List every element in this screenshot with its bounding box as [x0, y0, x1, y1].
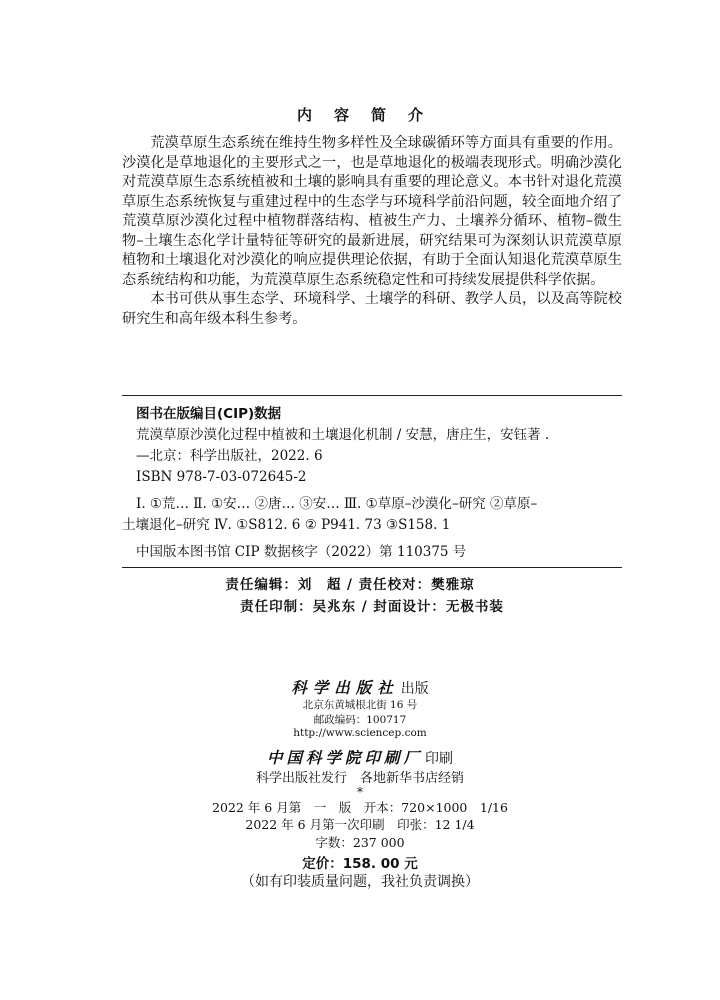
- cip-block: [122, 425, 622, 563]
- printer-suffix: 印刷: [425, 751, 453, 767]
- printing-line: 2022 年 6 月第一次印刷 印张：12 1/4: [245, 817, 475, 832]
- separator-star: *: [357, 785, 363, 799]
- publisher-line: [0, 676, 720, 698]
- cip-classification-line-2: 土壤退化–研究 Ⅳ. ①S812. 6 ② P941. 73 ③S158. 1: [122, 517, 451, 533]
- intro-paragraph-2: 本书可供从事生态学、环境科学、土壤学的科研、教学人员，以及高等院校研究生和高年级本科生参考。: [122, 291, 622, 327]
- cip-bottom-rule: [122, 567, 622, 568]
- publisher-postcode: 邮政编码：100717: [313, 714, 407, 726]
- cip-title-line: 荒漠草原沙漠化过程中植被和土壤退化机制 / 安慧，唐庄生，安钰著 .: [136, 427, 550, 443]
- content-intro: [122, 134, 622, 329]
- cip-heading: 图书在版编目(CIP)数据: [136, 406, 282, 422]
- cip-number: 中国版本图书馆 CIP 数据核字（2022）第 110375 号: [136, 544, 467, 560]
- printer-line: [0, 746, 720, 768]
- cip-top-rule: [122, 395, 622, 396]
- edition-line: 2022 年 6 月第 一 版 开本：720×1000 1/16: [212, 800, 508, 815]
- quality-notice: （如有印装质量问题，我社负责调换）: [241, 874, 479, 890]
- staff-production: 责任印制：吴兆东 / 封面设计：无极书装: [240, 599, 504, 615]
- cip-publisher-line: —北京：科学出版社，2022. 6: [136, 448, 323, 464]
- cip-isbn: ISBN 978-7-03-072645-2: [136, 469, 307, 485]
- printer-logo: 中国科学院印刷厂: [266, 748, 423, 767]
- publisher-url: http://www.sciencep.com: [293, 727, 427, 739]
- cip-classification-line-1: Ⅰ. ①荒… Ⅱ. ①安… ②唐… ③安… Ⅲ. ①草原–沙漠化–研究 ②草原–: [136, 496, 538, 512]
- staff-editors: 责任编辑：刘 超 / 责任校对：樊雅琼: [225, 577, 475, 593]
- publisher-suffix: 出版: [400, 681, 429, 697]
- publisher-logo: 科学出版社: [291, 678, 399, 697]
- word-count: 字数：237 000: [315, 835, 405, 850]
- intro-paragraph-1: 荒漠草原生态系统在维持生物多样性及全球碳循环等方面具有重要的作用。沙漠化是草地退化的主要形式之一，也是草地退化的极端表现形式。明确沙漠化对荒漠草原生态系统植被和土壤的影响具有重要的理论意义。本书针对退化荒漠草原生态系统恢复与重建过程中的生态学与环境科学前沿问题，较全面地介绍了荒漠草原沙漠化过程中植物群落结构、植被生产力、土壤养分循环、植物–微生物–土壤生态化学计量特征等研究的最新进展，研究结果可为深刻认识荒漠草原植物和土壤退化对沙漠化的响应提供理论依据，有助于全面认知退化荒漠草原生态系统结构和功能，为荒漠草原生态系统稳定性和可持续发展提供科学依据。: [122, 135, 622, 288]
- publisher-address: 北京东黄城根北街 16 号: [302, 699, 418, 711]
- price: 定价：158. 00 元: [302, 856, 418, 872]
- content-intro-title: 内容简介: [296, 106, 445, 124]
- distribution-line: 科学出版社发行 各地新华书店经销: [255, 771, 464, 786]
